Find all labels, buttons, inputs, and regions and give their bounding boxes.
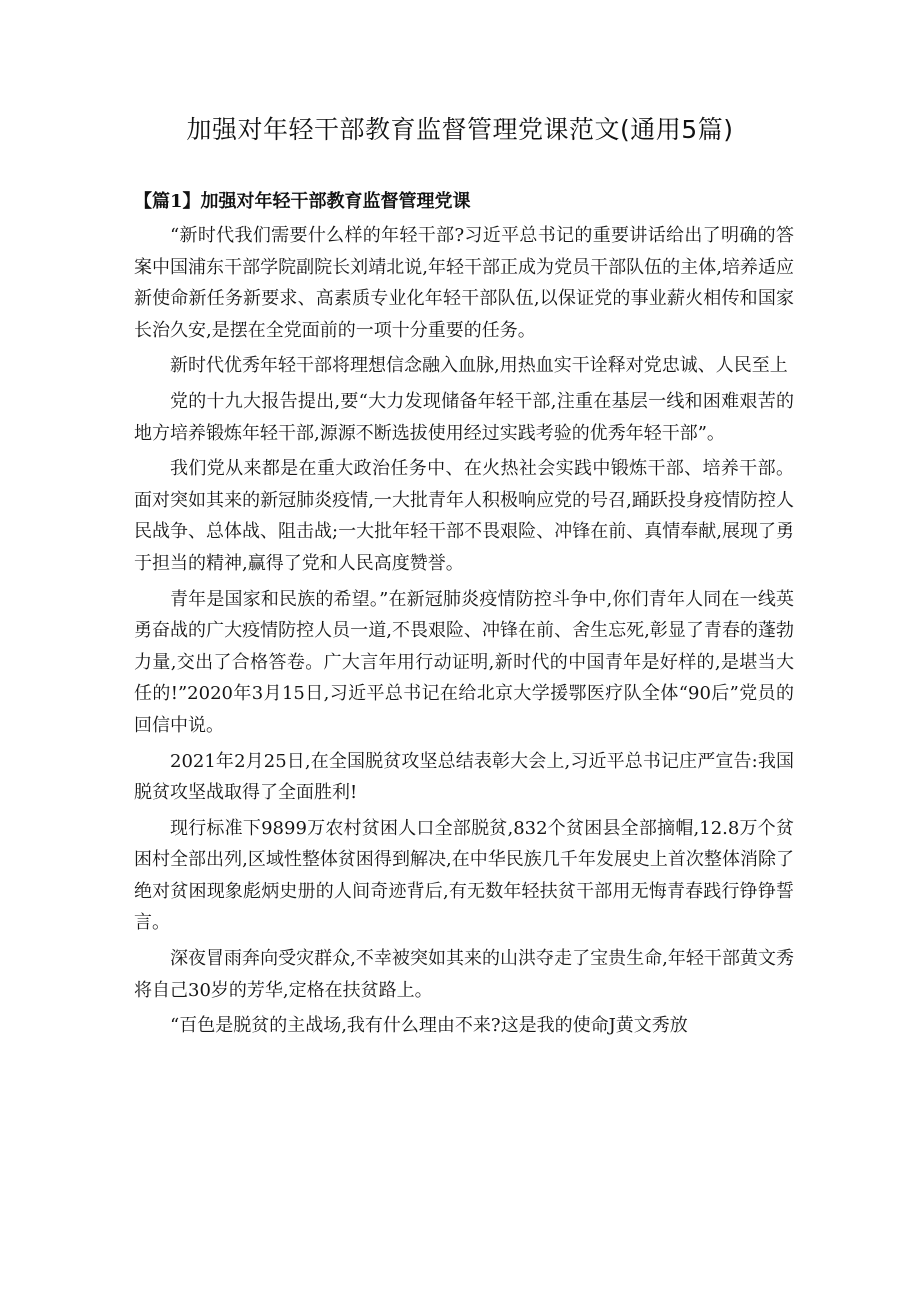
- paragraph: “新时代我们需要什么样的年轻干部?习近平总书记的重要讲话给出了明确的答案中国浦东干部学院副院长刘靖北说,年轻干部正成为党员干部队伍的主体,培养适应新使命新任务新要求、高素质专业化年轻干部队伍,以保证党的事业薪火相传和国家长治久安,是摆在全党面前的一项十分重要的任务。: [134, 225, 794, 341]
- section-heading: 【篇1】加强对年轻干部教育监督管理党课: [134, 191, 471, 212]
- paragraph: “百色是脱贫的主战场,我有什么理由不来?这是我的使命J黄文秀放: [170, 1015, 688, 1037]
- paragraph: 深夜冒雨奔向受灾群众,不幸被突如其来的山洪夺走了宝贵生命,年轻干部黄文秀将自己30岁的芳华,定格在扶贫路上。: [134, 948, 794, 1001]
- paragraph: 青年是国家和民族的希望。”在新冠肺炎疫情防控斗争中,你们青年人同在一线英勇奋战的广大疫情防控人员一道,不畏艰险、冲锋在前、舍生忘死,彰显了青春的蓬勃力量,交出了合格答卷。广大言年用行动证明,新时代的中国青年是好样的,是堪当大任的!”2020年3月15日,习近平总书记在给北京大学援鄂医疗队全体“90后”党员的回信中说。: [134, 588, 794, 736]
- paragraph: 2021年2月25日,在全国脱贫攻坚总结表彰大会上,习近平总书记庄严宣告:我国脱贫攻坚战取得了全面胜利!: [134, 750, 794, 804]
- document-title: 加强对年轻干部教育监督管理党课范文(通用5篇): [186, 115, 734, 144]
- paragraph: 党的十九大报告提出,要“大力发现储备年轻干部,注重在基层一线和困难艰苦的地方培养锻炼年轻干部,源源不断选拔使用经过实践考验的优秀年轻干部”。: [134, 390, 794, 444]
- paragraph: 我们党从来都是在重大政治任务中、在火热社会实践中锻炼干部、培养干部。面对突如其来的新冠肺炎疫情,一大批青年人积极响应党的号召,踊跃投身疫情防控人民战争、总体战、阻击战;一大批年轻干部不畏艰险、冲锋在前、真情奉献,展现了勇于担当的精神,赢得了党和人民高度赞誉。: [134, 458, 794, 574]
- paragraph: 现行标准下9899万农村贫困人口全部脱贫,832个贫困县全部摘帽,12.8万个贫困村全部出列,区域性整体贫困得到解决,在中华民族几千年发展史上首次整体消除了绝对贫困现象彪炳史册的人间奇迹背后,有无数年轻扶贫干部用无悔青春践行铮铮誓言。: [134, 817, 794, 934]
- document-body: [134, 220, 794, 1046]
- paragraph: 新时代优秀年轻干部将理想信念融入血脉,用热血实干诠释对党忠诚、人民至上: [170, 355, 788, 377]
